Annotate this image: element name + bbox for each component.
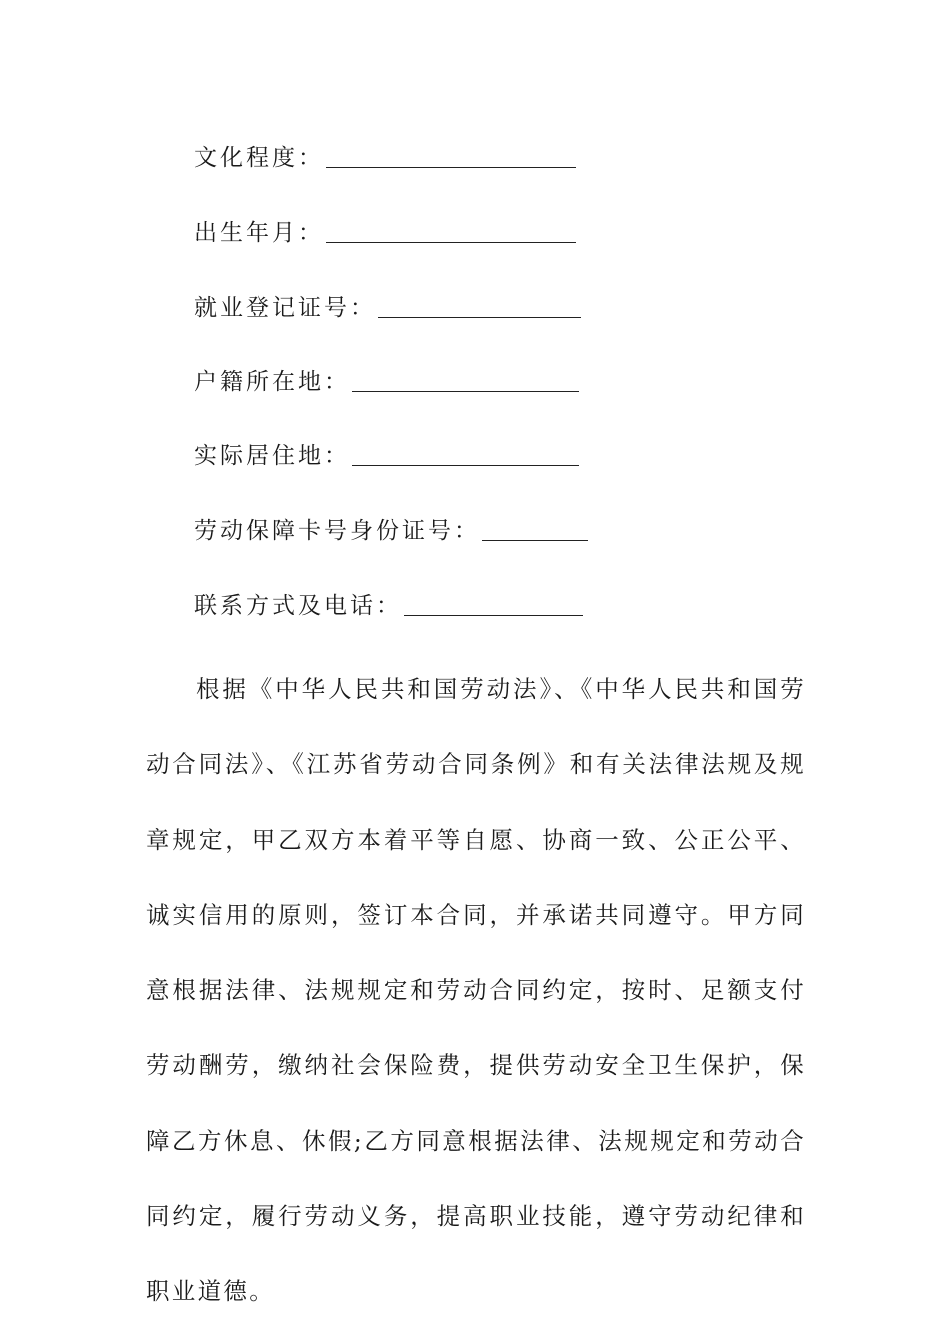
field-residence — [194, 434, 579, 468]
field-birth-date — [194, 211, 576, 245]
field-security-card-id — [194, 509, 588, 543]
blank-line-education — [326, 167, 576, 168]
field-label-education: 文化程度： — [194, 145, 324, 171]
field-label-contact: 联系方式及电话： — [194, 593, 402, 619]
field-label-residence: 实际居住地： — [194, 443, 350, 469]
field-contact — [194, 584, 583, 618]
field-label-employment-registration: 就业登记证号： — [194, 295, 376, 321]
blank-line-household-registration — [352, 391, 579, 392]
field-household-registration — [194, 360, 579, 394]
field-label-household-registration: 户籍所在地： — [194, 369, 350, 395]
blank-line-security-card-id — [482, 540, 588, 541]
blank-line-employment-registration — [378, 317, 581, 318]
field-employment-registration — [194, 286, 581, 320]
field-label-birth-date: 出生年月： — [194, 220, 324, 246]
field-label-security-card-id: 劳动保障卡号身份证号： — [194, 518, 480, 544]
blank-line-contact — [404, 615, 583, 616]
contract-preamble-paragraph: 根据《中华人民共和国劳动法》、《中华人民共和国劳动合同法》、《江苏省劳动合同条例》和有关法律法规及规章规定，甲乙双方本着平等自愿、协商一致、公正公平、诚实信用的原则，签订本合同，并承诺共同遵守。甲方同意根据法律、法规规定和劳动合同约定，按时、足额支付劳动酬劳，缴纳社会保险费，提供劳动安全卫生保护，保障乙方休息、休假;乙方同意根据法律、法规规定和劳动合同约定，履行劳动义务，提高职业技能，遵守劳动纪律和职业道德。 — [146, 675, 806, 1306]
blank-line-residence — [352, 465, 579, 466]
field-education — [194, 136, 576, 170]
blank-line-birth-date — [326, 242, 576, 243]
